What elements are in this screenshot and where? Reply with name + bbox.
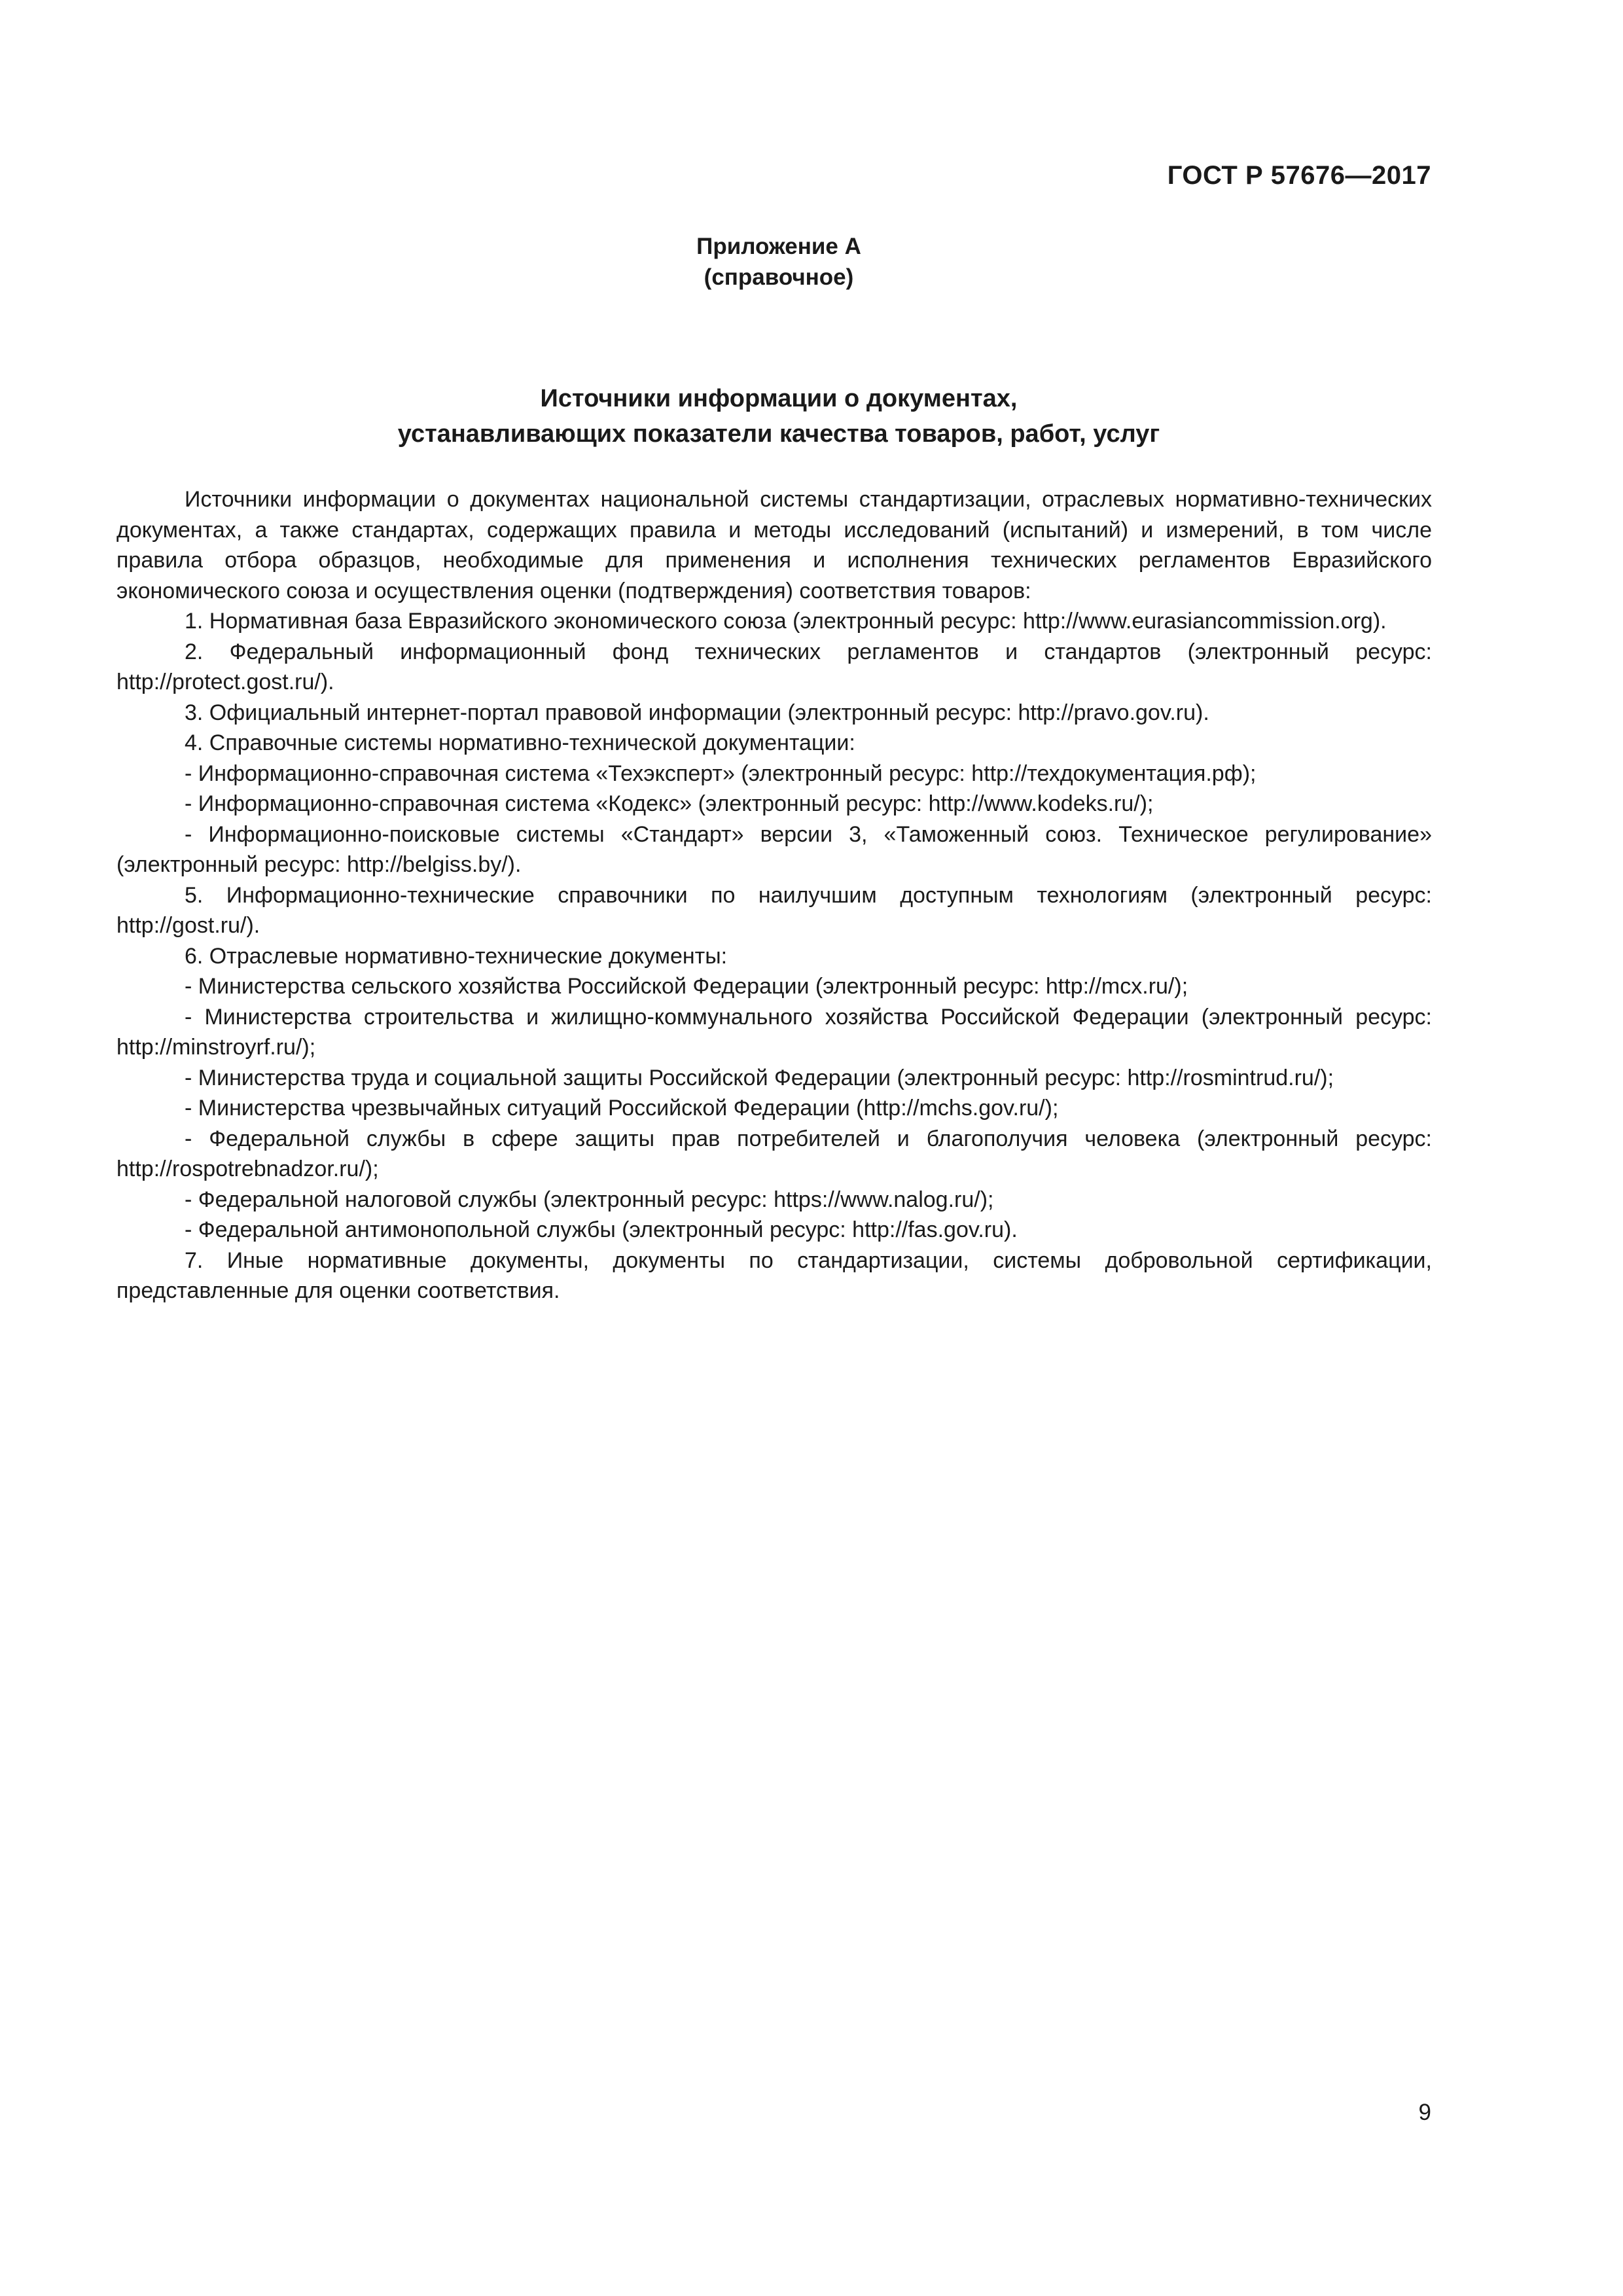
list-item: 7. Иные нормативные документы, документы по стандартизации, системы добровольной сертификации, представленные для оценки соответствия. bbox=[116, 1247, 1432, 1303]
section-title bbox=[0, 381, 1558, 452]
section-title-line-1: Источники информации о документах, bbox=[540, 385, 1018, 412]
document-code: ГОСТ Р 57676—2017 bbox=[1167, 161, 1431, 190]
sub-list-item: - Информационно-поисковые системы «Стандарт» версии 3, «Таможенный союз. Техническое регулирование» (электронный ресурс: http://belgiss.by/). bbox=[116, 821, 1432, 877]
appendix-label: Приложение А bbox=[696, 234, 861, 259]
sub-list-item: - Министерства чрезвычайных ситуаций Российской Федерации (http://mchs.gov.ru/); bbox=[185, 1096, 1059, 1121]
sub-list-item: - Федеральной антимонопольной службы (электронный ресурс: http://fas.gov.ru). bbox=[185, 1217, 1018, 1242]
section-title-line-2: устанавливающих показатели качества товаров, работ, услуг bbox=[397, 420, 1160, 448]
document-body bbox=[116, 484, 1432, 1306]
list-item: 5. Информационно-технические справочники по наилучшим доступным технологиям (электронный ресурс: http://gost.ru/). bbox=[116, 882, 1432, 938]
list-item: 4. Справочные системы нормативно-технической документации: bbox=[185, 730, 855, 755]
sub-list-item: - Информационно-справочная система «Кодекс» (электронный ресурс: http://www.kodeks.ru/); bbox=[185, 791, 1154, 816]
list-item: 2. Федеральный информационный фонд технических регламентов и стандартов (электронный ресурс: http://protect.gost.ru/). bbox=[116, 639, 1432, 694]
appendix-heading bbox=[0, 231, 1558, 293]
sub-list-item: - Федеральной службы в сфере защиты прав потребителей и благополучия человека (электронный ресурс: http://rospotrebnadzor.ru/); bbox=[116, 1126, 1432, 1181]
intro-paragraph: Источники информации о документах национальной системы стандартизации, отраслевых нормативно-технических документах, а также стандартах, содержащих правила и методы исследований (испытаний) и измерений, в том числе правила отбора образцов, необходимые для применения и исполнения технических регламентов Евразийского экономического союза и осуществления оценки (подтверждения) соответствия товаров: bbox=[116, 487, 1432, 603]
list-item: 3. Официальный интернет-портал правовой информации (электронный ресурс: http://pravo.gov.ru). bbox=[185, 700, 1209, 725]
sub-list-item: - Министерства строительства и жилищно-коммунального хозяйства Российской Федерации (электронный ресурс: http://minstroyrf.ru/); bbox=[116, 1004, 1432, 1060]
page-number: 9 bbox=[1418, 2100, 1431, 2125]
sub-list-item: - Федеральной налоговой службы (электронный ресурс: https://www.nalog.ru/); bbox=[185, 1187, 994, 1212]
appendix-type: (справочное) bbox=[704, 264, 854, 290]
sub-list-item: - Министерства труда и социальной защиты Российской Федерации (электронный ресурс: http://rosmintrud.ru/); bbox=[185, 1065, 1334, 1090]
list-item: 6. Отраслевые нормативно-технические документы: bbox=[185, 943, 728, 969]
list-item: 1. Нормативная база Евразийского экономического союза (электронный ресурс: http://www.eurasiancommission.org). bbox=[185, 609, 1387, 634]
sub-list-item: - Министерства сельского хозяйства Российской Федерации (электронный ресурс: http://mcx.ru/); bbox=[185, 974, 1188, 999]
sub-list-item: - Информационно-справочная система «Техэксперт» (электронный ресурс: http://техдокументация.рф); bbox=[185, 761, 1257, 786]
